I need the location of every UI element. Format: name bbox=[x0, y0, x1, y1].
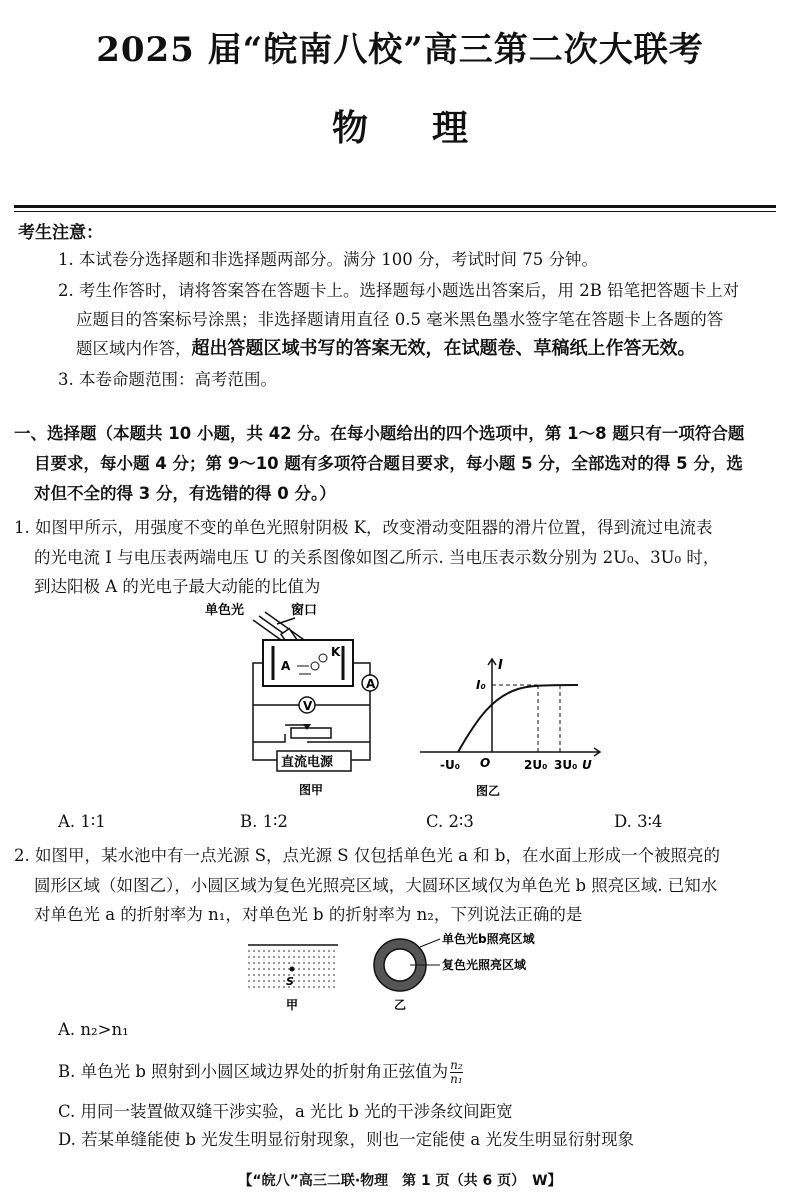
q2-line-2: 圆形区域（如图乙），小圆区域为复色光照亮区域，大圆环区域仅为单色光 b 照亮区域. 已知水 bbox=[34, 876, 718, 895]
label-origin: O bbox=[480, 756, 491, 770]
notice-item-2-line-3-prefix: 题区域内作答， bbox=[76, 339, 192, 358]
dc-power-label: 直流电源 bbox=[281, 755, 334, 770]
subject-title: 物理 bbox=[331, 107, 532, 149]
label-inner-region: 复色光照亮区域 bbox=[442, 958, 527, 972]
graph-axes bbox=[420, 659, 600, 756]
header-divider bbox=[14, 205, 776, 208]
guide-lines bbox=[492, 685, 560, 752]
q2-option-A[interactable]: A. n₂>n₁ bbox=[58, 1020, 129, 1039]
point-light-source bbox=[290, 967, 295, 972]
q2-option-D[interactable]: D. 若某单缝能使 b 光发生明显衍射现象，则也一定能使 a 光发生明显衍射现象 bbox=[58, 1130, 635, 1149]
label-cathode-K: K bbox=[331, 645, 341, 659]
label-monochromatic-light: 单色光 bbox=[205, 603, 245, 618]
section1-line-3: 对但不全的得 3 分，有选错的得 0 分。） bbox=[34, 484, 336, 503]
notice-item-3: 3. 本卷命题范围：高考范围。 bbox=[58, 370, 277, 389]
q1-option-D[interactable]: D. 3∶4 bbox=[614, 812, 663, 831]
q1-line-2: 的光电流 I 与电压表两端电压 U 的关系图像如图乙所示. 当电压表示数分别为 2U₀、3U₀ 时， bbox=[34, 548, 720, 567]
label-2U0: 2U₀ bbox=[524, 758, 548, 772]
label-anode-A: A bbox=[281, 659, 291, 673]
notice-item-2-line-1: 2. 考生作答时，请将答案答在答题卡上。选择题每小题选出答案后，用 2B 铅笔把答题卡上对 bbox=[58, 281, 740, 300]
ammeter-label: A bbox=[366, 677, 376, 691]
notice-item-2-line-2: 应题目的答案标号涂黑；非选择题请用直径 0.5 毫米黑色墨水签字笔在答题卡上各题的答 bbox=[76, 310, 724, 329]
q1-line-1: 1. 如图甲所示，用强度不变的单色光照射阴极 K，改变滑动变阻器的滑片位置，得到流过电流表 bbox=[14, 518, 713, 537]
fraction-denominator: n₁ bbox=[450, 1072, 463, 1086]
fraction-numerator: n₂ bbox=[450, 1058, 463, 1072]
q2-line-3: 对单色光 a 的折射率为 n₁，对单色光 b 的折射率为 n₂，下列说法正确的是 bbox=[34, 905, 583, 924]
q1-figure-circuit bbox=[195, 600, 405, 810]
q1-option-C[interactable]: C. 2∶3 bbox=[426, 812, 474, 831]
q2-option-C[interactable]: C. 用同一装置做双缝干涉实验，a 光比 b 光的干涉条纹间距宽 bbox=[58, 1102, 513, 1121]
figure-a-caption: 图甲 bbox=[299, 783, 324, 797]
notice-item-2-line-3 bbox=[76, 334, 696, 360]
notice-emphasis: 超出答题区域书写的答案无效，在试题卷、草稿纸上作答无效。 bbox=[191, 338, 696, 359]
rheostat bbox=[291, 728, 331, 738]
figure-yi-caption: 乙 bbox=[394, 998, 407, 1012]
q2-option-B-text: B. 单色光 b 照射到小圆区域边界处的折射角正弦值为 bbox=[58, 1062, 449, 1081]
figure-jia-caption: 甲 bbox=[286, 998, 299, 1012]
section1-line-2: 目要求，每小题 4 分；第 9～10 题有多项符合题目要求，每小题 5 分，全部选对的得 5 分，选 bbox=[34, 454, 743, 473]
label-neg-U0: -U₀ bbox=[440, 758, 460, 772]
header-divider-thin bbox=[14, 211, 776, 212]
label-S: S bbox=[286, 975, 294, 988]
section1-line-1: 一、选择题（本题共 10 小题，共 42 分。在每小题给出的四个选项中，第 1～8 题只有一项符合题 bbox=[14, 424, 745, 443]
q2-figure bbox=[240, 925, 570, 1015]
fraction-n2-over-n1 bbox=[450, 1059, 463, 1086]
page-footer: 【“皖八”高三二联·物理 第 1 页（共 6 页） W】 bbox=[238, 1173, 562, 1189]
axis-label-U: U bbox=[582, 758, 592, 772]
q2-line-1: 2. 如图甲，某水池中有一点光源 S，点光源 S 仅包括单色光 a 和 b，在水面上形成一个被照亮的 bbox=[14, 846, 720, 865]
q2-option-B[interactable] bbox=[58, 1058, 463, 1086]
notice-item-1: 1. 本试卷分选择题和非选择题两部分。满分 100 分，考试时间 75 分钟。 bbox=[58, 250, 598, 269]
notice-title: 考生注意： bbox=[18, 223, 103, 243]
ring-pointer bbox=[420, 939, 440, 947]
label-ring-region: 单色光b照亮区域 bbox=[442, 932, 535, 946]
voltmeter-label: V bbox=[303, 699, 313, 713]
q1-option-A[interactable]: A. 1∶1 bbox=[58, 812, 106, 831]
label-3U0: 3U₀ bbox=[554, 758, 578, 772]
q1-option-B[interactable]: B. 1∶2 bbox=[240, 812, 288, 831]
figure-b-caption: 图乙 bbox=[476, 784, 501, 798]
q1-line-3: 到达阳极 A 的光电子最大动能的比值为 bbox=[34, 577, 321, 596]
label-I0: I₀ bbox=[476, 678, 486, 692]
axis-label-I: I bbox=[498, 658, 503, 673]
q1-figure-graph bbox=[418, 655, 608, 805]
exam-title: 2025 届“皖南八校”高三第二次大联考 bbox=[96, 30, 704, 70]
label-window: 窗口 bbox=[291, 603, 318, 618]
